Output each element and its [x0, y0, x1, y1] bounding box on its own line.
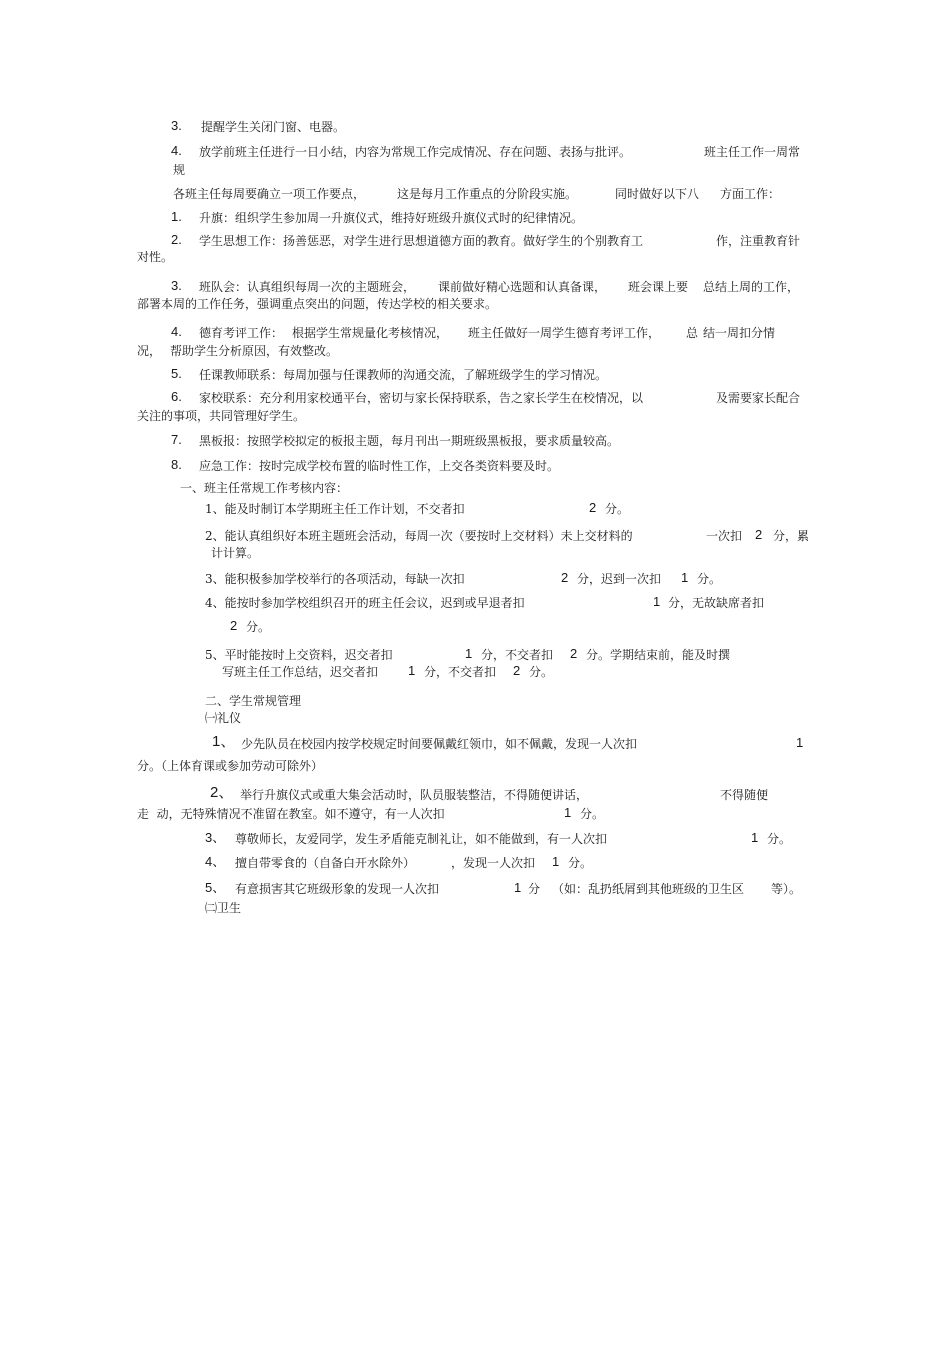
assessment-item: 写班主任工作总结，迟交者扣 [222, 665, 379, 679]
assessment-item: 3、能积极参加学校举行的各项活动，每缺一次扣 [205, 572, 465, 586]
rule-text: ，发现一人次扣 [451, 856, 536, 870]
item-text: 黑板报：按照学校拟定的板报主题，每月刊出一期班级黑板报，要求质量较高。 [199, 434, 620, 448]
points-number: 1 [552, 854, 560, 869]
rule-number: 5、 [205, 880, 226, 895]
item-text: 规 [173, 163, 186, 177]
item-text: 提醒学生关闭门窗、电器。 [201, 120, 346, 134]
rule-text: 举行升旗仪式或重大集会活动时，队员服装整洁，不得随便讲话， [240, 788, 589, 802]
item-text: 任课教师联系：每周加强与任课教师的沟通交流，了解班级学生的学习情况。 [199, 368, 608, 382]
item-text: 对性。 [137, 250, 174, 264]
points-number: 1 [408, 663, 416, 678]
rule-text: 尊敬师长，友爱同学，发生矛盾能克制礼让，如不能做到，有一人次扣 [235, 832, 608, 846]
points-number: 2 [589, 500, 597, 515]
rule-text: （如：乱扔纸屑到其他班级的卫生区 [552, 882, 745, 896]
item-text: 况， [137, 344, 162, 358]
points-number: 1 [796, 735, 804, 750]
item-text: 课前做好精心选题和认真备课， [438, 280, 607, 294]
assessment-item: 分。 [697, 572, 722, 586]
rule-number: 2、 [210, 784, 234, 801]
points-number: 1 [465, 646, 473, 661]
rule-text: 分。 [767, 832, 792, 846]
points-number: 1 [751, 830, 759, 845]
assessment-item: 一次扣 [706, 529, 743, 543]
rule-text: 分。 [580, 807, 605, 821]
item-text: 关注的事项，共同管理好学生。 [137, 409, 306, 423]
rule-text: 少先队员在校园内按学校规定时间要佩戴红领巾，如不佩戴，发现一人次扣 [241, 737, 638, 751]
assessment-item: 4、能按时参加学校组织召开的班主任会议，迟到或早退者扣 [205, 596, 525, 610]
points-number: 1 [564, 805, 572, 820]
paragraph-text: 各班主任每周要确立一项工作要点， [173, 187, 366, 201]
paragraph-text: 方面工作： [720, 187, 781, 201]
item-text: 根据学生常规量化考核情况， [292, 326, 449, 340]
assessment-item: 计计算。 [211, 546, 260, 560]
item-text: 班主任做好一周学生德育考评工作， [468, 326, 661, 340]
item-text: 及需要家长配合 [716, 391, 801, 405]
item-text: 部署本周的工作任务，强调重点突出的问题，传达学校的相关要求。 [137, 297, 498, 311]
assessment-item: 分，无故缺席者扣 [668, 596, 765, 610]
paragraph-text: 同时做好以下八 [615, 187, 700, 201]
item-text: 总 [686, 326, 699, 340]
assessment-item: 分。 [605, 502, 630, 516]
assessment-item: 1、能及时制订本学期班主任工作计划，不交者扣 [205, 502, 465, 516]
item-number: 4. [171, 324, 182, 339]
item-text: 结一周扣分情 [703, 326, 776, 340]
subsection-heading: ㈠礼仪 [205, 711, 242, 725]
rule-text: 等）。 [771, 882, 802, 896]
item-text: 学生思想工作：扬善惩恶，对学生进行思想道德方面的教育。做好学生的个别教育工 [199, 234, 644, 248]
rule-text: 不得随便 [720, 788, 769, 802]
item-number: 6. [171, 389, 182, 404]
item-text: 升旗：组织学生参加周一升旗仪式，维持好班级升旗仪式时的纪律情况。 [199, 211, 584, 225]
item-number: 7. [171, 432, 182, 447]
assessment-item: 分。学期结束前，能及时撰 [586, 648, 731, 662]
assessment-item: 分，累 [773, 529, 810, 543]
rule-text: 分。（上体育课或参加劳动可除外） [137, 759, 324, 773]
points-number: 2 [230, 618, 238, 633]
item-text: 家校联系：充分利用家校通平台，密切与家长保持联系，告之家长学生在校情况，以 [199, 391, 644, 405]
subsection-heading: ㈡卫生 [205, 901, 242, 915]
assessment-item: 分，不交者扣 [424, 665, 497, 679]
assessment-item: 分。 [529, 665, 554, 679]
rule-text: 分。 [568, 856, 593, 870]
item-number: 2. [171, 232, 182, 247]
points-number: 1 [514, 880, 522, 895]
rule-text: 擅自带零食的（自备白开水除外） [235, 856, 416, 870]
points-number: 2 [561, 570, 569, 585]
item-text: 班会课上要 [628, 280, 689, 294]
points-number: 2 [570, 646, 578, 661]
item-text: 德育考评工作： [199, 326, 284, 340]
assessment-item: 分，不交者扣 [481, 648, 554, 662]
assessment-item: 2、能认真组织好本班主题班会活动，每周一次（要按时上交材料）未上交材料的 [205, 529, 633, 543]
item-text: 班队会：认真组织每周一次的主题班会， [199, 280, 416, 294]
points-number: 2 [755, 527, 763, 542]
item-number: 1. [171, 209, 182, 224]
item-number: 8. [171, 457, 182, 472]
section-heading: 一、班主任常规工作考核内容： [180, 481, 349, 495]
rule-text: 有意损害其它班级形象的发现一人次扣 [235, 882, 440, 896]
points-number: 1 [681, 570, 689, 585]
section-heading: 二、学生常规管理 [205, 694, 302, 708]
rule-number: 3、 [205, 830, 226, 845]
rule-text: 分 [528, 882, 541, 896]
item-text: 应急工作：按时完成学校布置的临时性工作，上交各类资料要及时。 [199, 459, 560, 473]
item-number: 3. [171, 118, 182, 133]
paragraph-text: 这是每月工作重点的分阶段实施。 [397, 187, 578, 201]
rule-text: 走 动，无特殊情况不准留在教室。如不遵守，有一人次扣 [137, 807, 445, 821]
item-number: 5. [171, 366, 182, 381]
item-number: 4. [171, 143, 182, 158]
item-text: 总结上周的工作， [703, 280, 800, 294]
item-text: 作，注重教育针 [716, 234, 801, 248]
assessment-item: 分，迟到一次扣 [577, 572, 662, 586]
assessment-item: 分。 [246, 620, 271, 634]
item-text: 放学前班主任进行一日小结，内容为常规工作完成情况、存在问题、表扬与批评。 [199, 145, 632, 159]
assessment-item: 5、平时能按时上交资料，迟交者扣 [205, 648, 393, 662]
rule-number: 1、 [212, 733, 236, 750]
item-number: 3. [171, 278, 182, 293]
rule-number: 4、 [205, 854, 226, 869]
points-number: 2 [513, 663, 521, 678]
points-number: 1 [653, 594, 661, 609]
item-text: 班主任工作一周常 [704, 145, 801, 159]
item-text: 帮助学生分析原因，有效整改。 [170, 344, 339, 358]
